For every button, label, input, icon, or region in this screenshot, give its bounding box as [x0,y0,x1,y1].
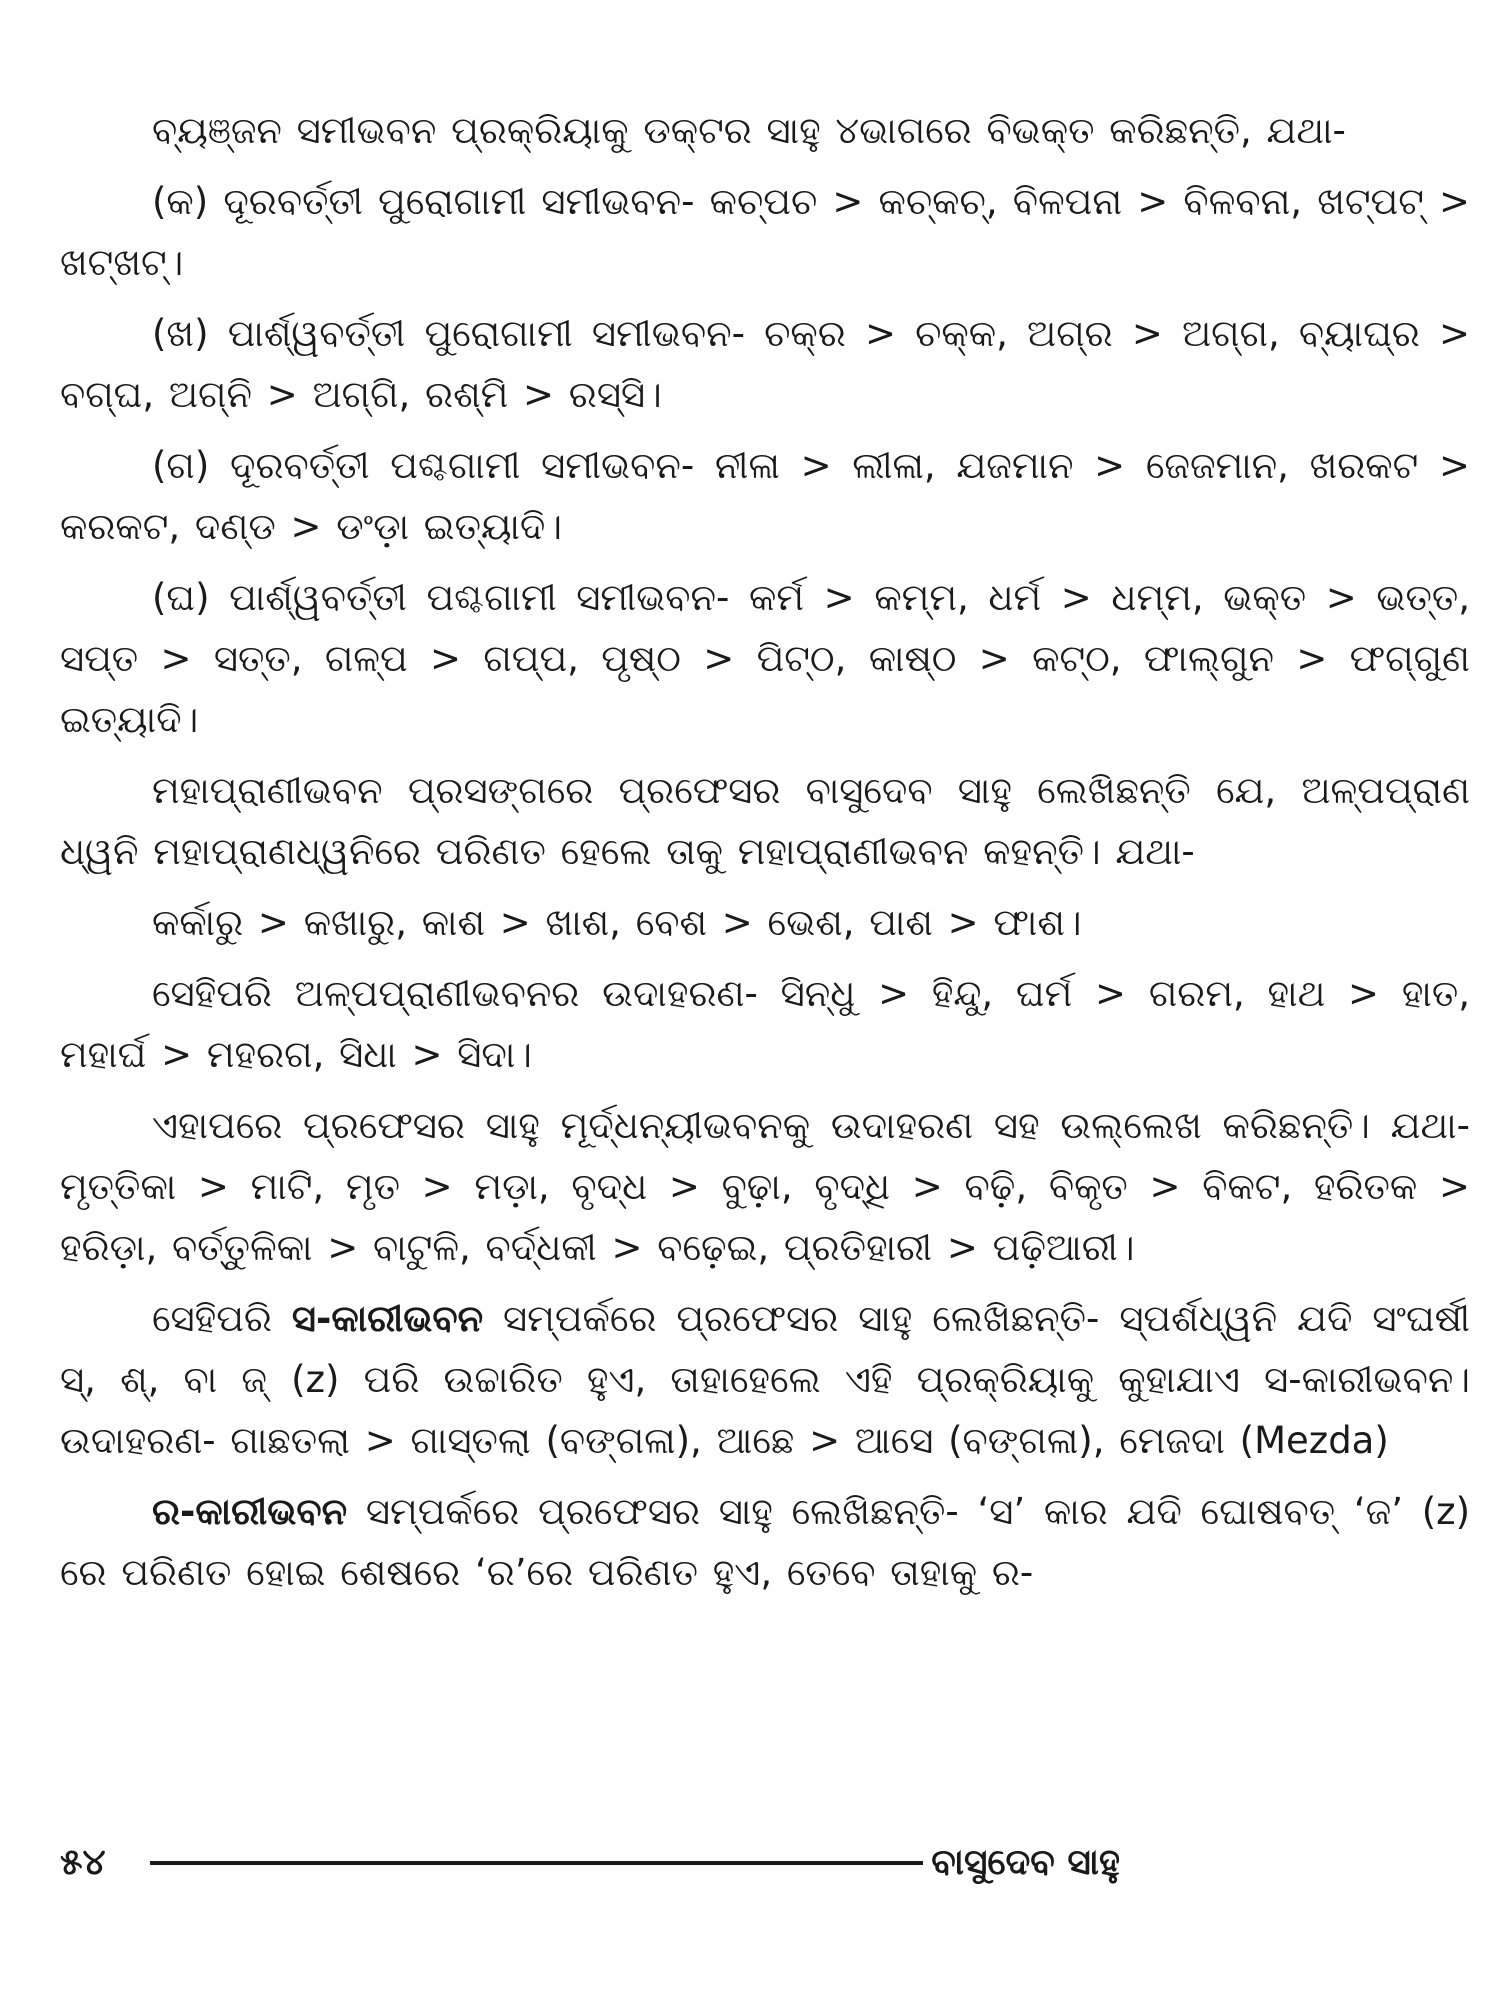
paragraph-intro: ବ୍ୟଞ୍ଜନ ସମୀଭବନ ପ୍ରକ୍ରିୟାକୁ ଡକ୍ଟର ସାହୁ ୪ଭାଗରେ ବିଭକ୍ତ କରିଛନ୍ତି, ଯଥା- [152,109,1346,152]
paragraph-sa-karibhabana [60,1288,1470,1471]
page-number: ୫୪ [60,1842,106,1883]
paragraph-ga: (ଗ) ଦୂରବର୍ତ୍ତୀ ପଶ୍ଚଗାମୀ ସମୀଭବନ- ନୀଳା > ଲୀଳା, ଯଜମାନ > ଜେଜମାନ, ଖରକଟ > କରକଟ, ଦଣ୍ଡ > ଡଂଡ଼ା ଇତ୍ୟାଦି। [60,444,1470,548]
paragraph-murdhanya: ଏହାପରେ ପ୍ରଫେସର ସାହୁ ମୂର୍ଦ୍ଧନ୍ୟୀଭବନକୁ ଉଦାହରଣ ସହ ଉଲ୍ଲେଖ କରିଛନ୍ତି। ଯଥା-ମୃତ୍ତିକା > ମାଟି, ମୃତ > ମଡ଼ା, ବୃଦ୍ଧ > ବୁଢ଼ା, ବୃଦ୍ଧି > ବଢ଼ି, ବିକୃତ > ବିକଟ, ହରିତକ > ହରିଡ଼ା, ବର୍ତ୍ତୁଳିକା > ବାଟୁଳି, ବର୍ଦ୍ଧକୀ > ବଢ଼େଇ, ପ୍ରତିହାରୀ > ପଢ଼ିଆରୀ। [60,1104,1470,1269]
paragraph-ka: (କ) ଦୂରବର୍ତ୍ତୀ ପୁରୋଗାମୀ ସମୀଭବନ- କଚ୍‌ପଚ > କଚ୍‌କଚ୍, ବିଳପନା > ବିଳବନା, ଖଟ୍‌ପଟ୍ > ଖଟ୍‌ଖଟ୍। [60,180,1470,284]
para-text-after: ସମ୍ପର୍କରେ ପ୍ରଫେସର ସାହୁ ଲେଖିଛନ୍ତି- ସ୍ପର୍ଶଧ୍ୱନି ଯଦି ସଂଘର୍ଷୀ ସ୍, ଶ୍, ବା ଜ୍ (z) ପରି ଉଚ୍ଚାରିତ ହୁଏ, ତାହାହେଲେ ଏହି ପ୍ରକ୍ରିୟାକୁ କୁହାଯାଏ ସ-କାରୀଭବନ। ଉଦାହରଣ- ଗାଛତଲା > ଗାସ୍‌ତଲା (ବଙ୍ଗଳା), ଆଛେ > ଆସେ (ବଙ୍ଗଳା), ମେଜଦା (Mezda) [60,1297,1471,1462]
paragraph-mahaprani-examples: କର୍କାରୁ > କଖାରୁ, କାଶ > ଖାଶ, ବେଶ > ଭେଶ, ପାଶ > ଫାଶ। [152,901,1082,944]
para-text-after: ସମ୍ପର୍କରେ ପ୍ରଫେସର ସାହୁ ଲେଖିଛନ୍ତି- ‘ସ’ କାର ଯଦି ଘୋଷବତ୍ ‘ଜ’ (z) ରେ ପରିଣତ ହୋଇ ଶେଷରେ ‘ର’ରେ ପରିଣତ ହୁଏ, ତେବେ ତାହାକୁ ର- [60,1490,1470,1594]
para-text-before: ସେହିପରି [152,1297,292,1340]
page-footer [60,1838,1120,1888]
paragraph-ra-karibhabana [60,1481,1470,1603]
footer-rule [150,1861,923,1865]
page-body [60,100,1470,1613]
footer-author: ବାସୁଦେବ ସାହୁ [931,1842,1120,1883]
bold-term-sa-karibhabana: ସ-କାରୀଭବନ [291,1297,484,1340]
paragraph-kha: (ଖ) ପାର୍ଶ୍ୱବର୍ତ୍ତୀ ପୁରୋଗାମୀ ସମୀଭବନ- ଚକ୍ର > ଚକ୍‌କ, ଅଗ୍ର > ଅଗ୍‌ଗ, ବ୍ୟାଘ୍ର > ବଗ୍‌ଘ, ଅଗ୍ନି > ଅଗ୍‌ଗି, ରଶ୍ମି > ରସ୍‌ସି। [60,312,1470,416]
bold-term-ra-karibhabana: ର-କାରୀଭବନ [152,1490,348,1533]
paragraph-gha: (ଘ) ପାର୍ଶ୍ୱବର୍ତ୍ତୀ ପଶ୍ଚଗାମୀ ସମୀଭବନ- କର୍ମ > କମ୍ମ, ଧର୍ମ > ଧମ୍ମ, ଭକ୍ତ > ଭତ୍ତ, ସପ୍ତ > ସତ୍ତ, ଗଳ୍ପ > ଗପ୍‌ପ, ପୃଷ୍ଠ > ପିଟ୍‌ଠ, କାଷ୍ଠ > କଟ୍‌ଠ, ଫାଲ୍‌ଗୁନ > ଫଗ୍‌ଗୁଣ ଇତ୍ୟାଦି। [60,576,1470,741]
paragraph-alpaprani: ସେହିପରି ଅଳ୍ପପ୍ରାଣୀଭବନର ଉଦାହରଣ- ସିନ୍ଧୁ > ହିନ୍ଦୁ, ଘର୍ମ > ଗରମ, ହାଥ > ହାତ, ମହାର୍ଘ > ମହରଗ, ସିଧା > ସିଦା। [60,972,1470,1076]
paragraph-mahaprani: ମହାପ୍ରାଣୀଭବନ ପ୍ରସଙ୍ଗରେ ପ୍ରଫେସର ବାସୁଦେବ ସାହୁ ଲେଖିଛନ୍ତି ଯେ, ଅଳ୍ପପ୍ରାଣ ଧ୍ୱନି ମହାପ୍ରାଣଧ୍ୱନିରେ ପରିଣତ ହେଲେ ତାକୁ ମହାପ୍ରାଣୀଭବନ କହନ୍ତି। ଯଥା- [60,769,1470,873]
